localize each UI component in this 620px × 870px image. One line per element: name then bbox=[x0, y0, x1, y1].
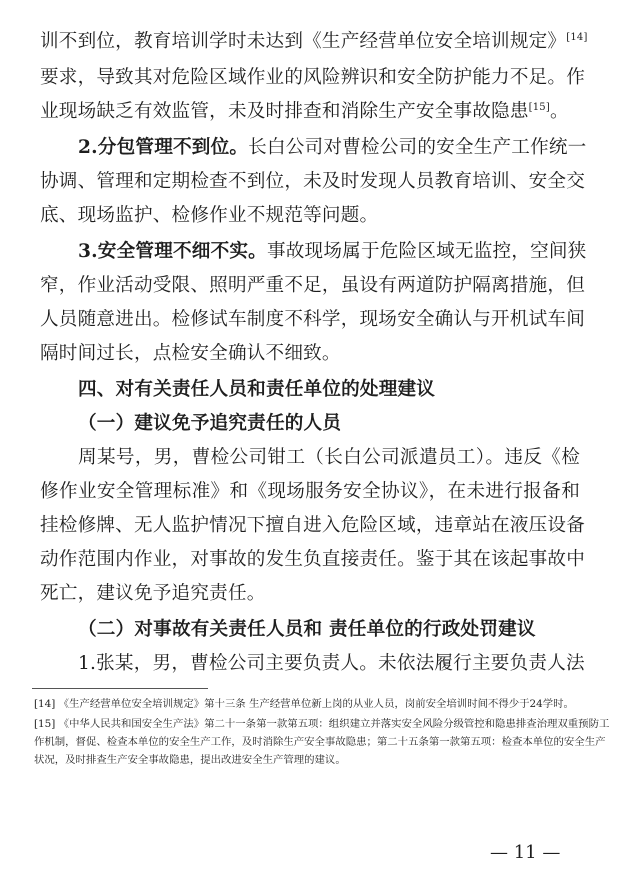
footnote-ref[interactable]: [14] bbox=[566, 32, 588, 43]
footnote-ref[interactable]: [15] bbox=[528, 102, 550, 113]
body-line: 训不到位，教育培训学时未达到《生产经营单位安全培训规定》[14] bbox=[40, 31, 588, 52]
body-line: 协调、管理和定期检查不到位，未及时发现人员教育培训、安全交 bbox=[40, 171, 586, 192]
body-line: 周某号，男，曹检公司钳工（长白公司派遣员工）。违反《检 bbox=[78, 447, 580, 468]
body-line: 死亡，建议免予追究责任。 bbox=[40, 583, 266, 604]
item2-heading: 2.分包管理不到位。 bbox=[78, 137, 249, 158]
footnote: [15] 《中华人民共和国安全生产法》第二十一条第一款第五项：组织建立并落实安全风险分级管控和隐患排查治理双重预防工 bbox=[34, 718, 610, 730]
footnote-continuation: 作机制，督促、检查本单位的安全生产工作，及时消除生产安全事故隐患；第二十五条第一款第五项：检查本单位的安全生产 bbox=[34, 736, 606, 748]
body-line: 动作范围内作业，对事故的发生负直接责任。鉴于其在该起事故中 bbox=[40, 549, 586, 570]
footnote-mark: [14] bbox=[34, 698, 56, 710]
body-line: 底、现场监护、检修作业不规范等问题。 bbox=[40, 205, 379, 226]
item3-first-line: 3.安全管理不细不实。事故现场属于危险区域无监控，空间狭 bbox=[78, 241, 587, 262]
footnote-continuation: 状况，及时排查生产安全事故隐患，提出改进安全生产管理的建议。 bbox=[34, 754, 346, 766]
body-line: 窄，作业活动受限、照明严重不足，虽设有两道防护隔离措施，但 bbox=[40, 275, 586, 296]
body-line: 要求，导致其对危险区域作业的风险辨识和安全防护能力不足。作 bbox=[40, 67, 586, 88]
page-number: — 11 — bbox=[490, 842, 561, 863]
item3-heading: 3.安全管理不细不实。 bbox=[78, 241, 267, 262]
body-line: 隔时间过长，点检安全确认不细致。 bbox=[40, 343, 341, 364]
body-line: 挂检修牌、无人监护情况下擅自进入危险区域，违章站在液压设备 bbox=[40, 515, 586, 536]
footnote: [14] 《生产经营单位安全培训规定》第十三条 生产经营单位新上岗的从业人员，岗前安全培训时间不得少于24学时。 bbox=[34, 698, 574, 710]
section-heading: 四、对有关责任人员和责任单位的处理建议 bbox=[78, 379, 436, 400]
subsection-heading: （二）对事故有关责任人员和 责任单位的行政处罚建议 bbox=[78, 619, 536, 640]
footnote-divider bbox=[32, 688, 208, 689]
body-line: 1.张某，男，曹检公司主要负责人。未依法履行主要负责人法 bbox=[78, 653, 585, 674]
subsection-heading: （一）建议免予追究责任的人员 bbox=[78, 413, 342, 434]
body-line: 人员随意进出。检修试车制度不科学，现场安全确认与开机试车间 bbox=[40, 309, 586, 330]
body-line: 业现场缺乏有效监管，未及时排查和消除生产安全事故隐患[15]。 bbox=[40, 101, 569, 122]
body-line: 修作业安全管理标准》和《现场服务安全协议》，在未进行报备和 bbox=[40, 481, 580, 502]
footnote-mark: [15] bbox=[34, 718, 56, 730]
item2-first-line: 2.分包管理不到位。长白公司对曹检公司的安全生产工作统一 bbox=[78, 137, 587, 158]
